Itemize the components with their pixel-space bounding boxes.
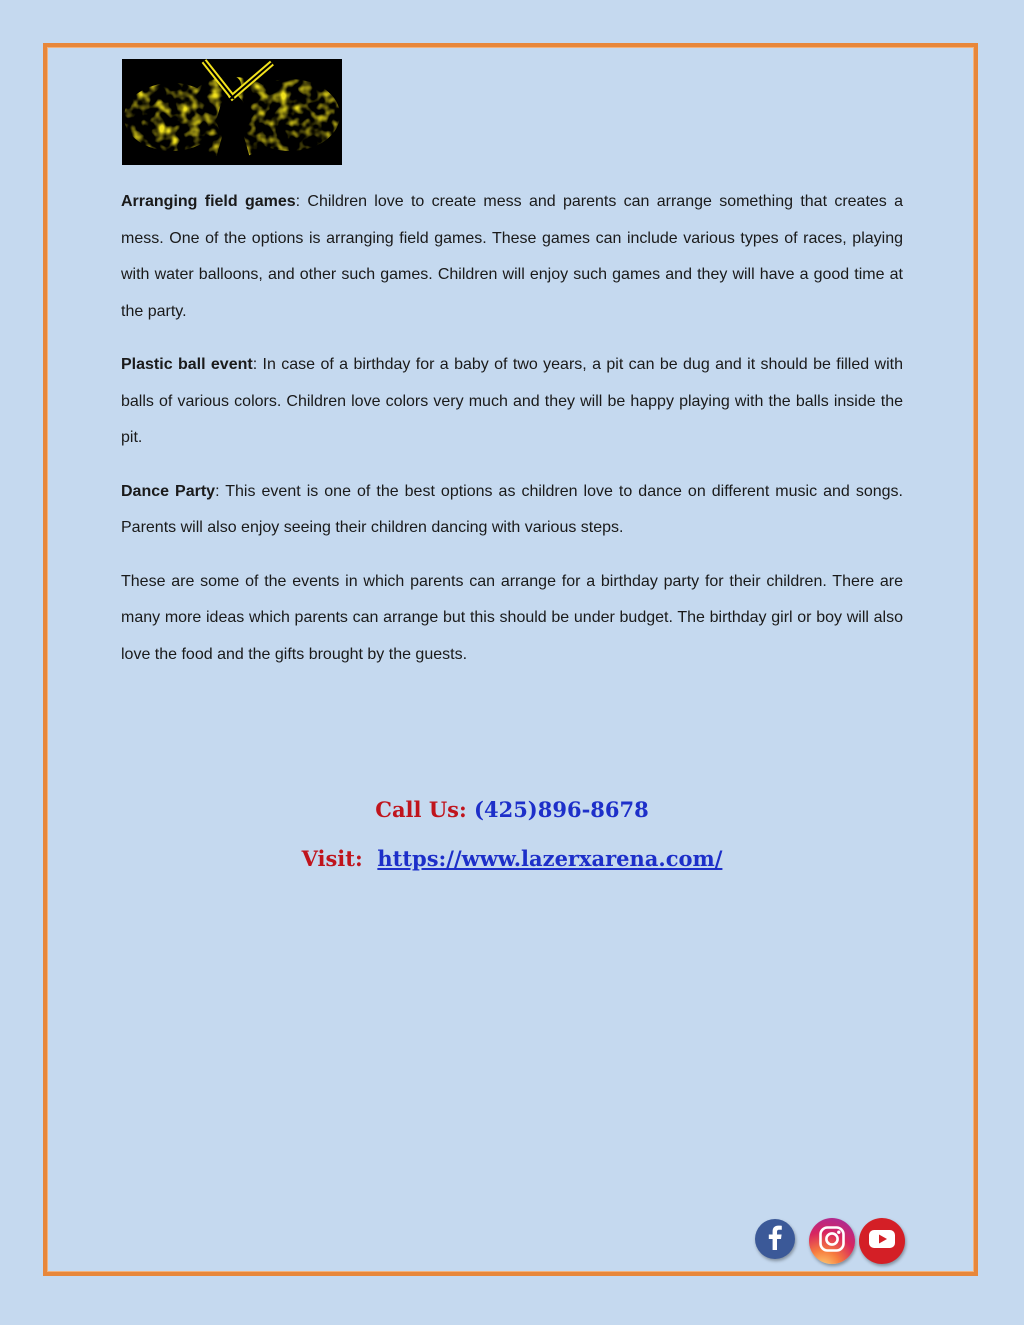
- phone-number[interactable]: (425)896-8678: [474, 797, 649, 822]
- paragraph-text: : In case of a birthday for a baby of two years, a pit can be dug and it should be filled with balls of various colors. Children love colors very much and they will be happy playing with the balls inside the pit.: [121, 356, 903, 446]
- paragraph-heading: Arranging field games: [121, 193, 296, 210]
- instagram-icon: [818, 1225, 846, 1257]
- youtube-icon: [868, 1229, 896, 1253]
- visit-label: Visit:: [301, 846, 363, 871]
- visit-line: [0, 846, 1024, 871]
- paragraph-heading: Dance Party: [121, 482, 216, 500]
- paragraph-heading: Plastic ball event: [121, 356, 253, 373]
- paragraph-field-games: [121, 184, 903, 330]
- paragraph-text: : Children love to create mess and parents can arrange something that creates a mess. One of the options is arranging field games. These games can include various types of races, playing with water balloons, and other such games. Children will enjoy such games and they will have a good time at the party.: [121, 193, 904, 320]
- paragraph-conclusion: [121, 564, 903, 674]
- paragraph-dance-party: [121, 474, 903, 547]
- call-label: Call Us:: [375, 797, 467, 822]
- facebook-icon: [764, 1224, 786, 1254]
- paragraph-plastic-ball: [121, 347, 903, 457]
- paragraph-text: : This event is one of the best options as children love to dance on different music and songs. Parents will also enjoy seeing their children dancing with various steps.: [121, 482, 903, 536]
- website-link[interactable]: https://www.lazerxarena.com/: [377, 846, 723, 871]
- facebook-button[interactable]: [755, 1219, 795, 1259]
- company-logo: [122, 59, 342, 165]
- call-us-line: [0, 797, 1024, 822]
- paragraph-text: These are some of the events in which parents can arrange for a birthday party for their children. There are many more ideas which parents can arrange but this should be under budget. The birthday girl or boy will also love the food and the gifts brought by the guests.: [121, 572, 903, 663]
- article-body: [121, 184, 903, 690]
- instagram-button[interactable]: [809, 1218, 855, 1264]
- youtube-button[interactable]: [859, 1218, 905, 1264]
